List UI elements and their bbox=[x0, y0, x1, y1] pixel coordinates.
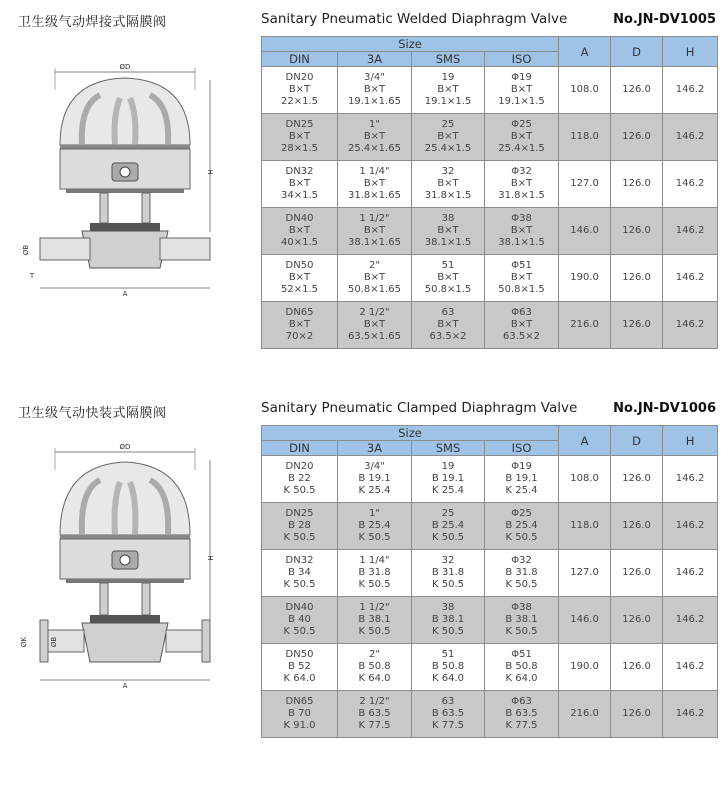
dim-od-label: ØD bbox=[119, 443, 131, 451]
cell-line: B 25.4 bbox=[505, 520, 538, 531]
cell-line: B×T bbox=[437, 178, 459, 189]
cell-line: 1" bbox=[369, 508, 380, 519]
cell-line: DN32 bbox=[285, 166, 314, 177]
dim-ok-label: ØK bbox=[20, 636, 28, 648]
cell-line: DN32 bbox=[285, 555, 314, 566]
cell-a: 108.0 bbox=[559, 67, 611, 114]
cell-line: B 52 bbox=[288, 661, 311, 672]
cell-line: K 50.5 bbox=[358, 626, 391, 637]
cell-line: B×T bbox=[363, 131, 386, 142]
header-a: A bbox=[559, 426, 611, 456]
cell-line: 28×1.5 bbox=[280, 143, 318, 154]
cell-a: 216.0 bbox=[559, 302, 611, 349]
cell-line: B×T bbox=[288, 178, 311, 189]
cell-line: DN20 bbox=[285, 72, 314, 83]
cell-d: 126.0 bbox=[611, 208, 663, 255]
cell-line: B 38.1 bbox=[505, 614, 538, 625]
cell-a3 bbox=[338, 255, 412, 302]
cell-d: 126.0 bbox=[611, 255, 663, 302]
dim-h-label: H bbox=[206, 555, 214, 561]
cell-sms bbox=[412, 302, 485, 349]
cell-line: 2" bbox=[369, 260, 380, 271]
cell-line: K 50.5 bbox=[505, 532, 538, 543]
cell-line: DN50 bbox=[285, 649, 314, 660]
clamped-table-body bbox=[262, 456, 718, 738]
dim-t-label: T bbox=[29, 272, 35, 280]
cell-sms bbox=[412, 550, 485, 597]
table-row bbox=[262, 550, 718, 597]
cell-line: K 77.5 bbox=[358, 720, 391, 731]
cell-a: 108.0 bbox=[559, 456, 611, 503]
section-cn-title: 卫生级气动快装式隔膜阀 bbox=[18, 406, 167, 421]
clamped-valve-section bbox=[0, 390, 728, 807]
cell-line: 52×1.5 bbox=[280, 284, 318, 295]
header-din: DIN bbox=[262, 441, 338, 456]
header-a: A bbox=[559, 37, 611, 67]
cell-din bbox=[262, 456, 338, 503]
cell-line: Φ63 bbox=[511, 307, 532, 318]
cell-a: 190.0 bbox=[559, 255, 611, 302]
cell-line: 63 bbox=[441, 696, 455, 707]
cell-a3 bbox=[338, 597, 412, 644]
table-row bbox=[262, 302, 718, 349]
cell-line: B×T bbox=[363, 178, 386, 189]
cell-line: DN20 bbox=[285, 461, 314, 472]
cell-line: B 28 bbox=[288, 520, 311, 531]
cell-sms bbox=[412, 691, 485, 738]
dim-a-label: A bbox=[122, 290, 128, 298]
cell-line: B×T bbox=[288, 131, 311, 142]
cell-line: DN65 bbox=[285, 696, 314, 707]
cell-h: 146.2 bbox=[663, 644, 718, 691]
header-d: D bbox=[611, 426, 663, 456]
cell-line: B 38.1 bbox=[358, 614, 391, 625]
cell-iso bbox=[485, 597, 559, 644]
cell-sms bbox=[412, 255, 485, 302]
cell-line: 63 bbox=[441, 307, 455, 318]
cell-a: 127.0 bbox=[559, 161, 611, 208]
cell-line: 50.8×1.5 bbox=[498, 284, 545, 295]
cell-line: DN50 bbox=[285, 260, 314, 271]
cell-a3 bbox=[338, 208, 412, 255]
cell-line: 1" bbox=[369, 119, 380, 130]
cell-line: 63.5×1.65 bbox=[348, 331, 401, 342]
cell-sms bbox=[412, 67, 485, 114]
cell-line: 38.1×1.5 bbox=[498, 237, 545, 248]
cell-line: K 50.5 bbox=[431, 626, 464, 637]
cell-line: K 50.5 bbox=[505, 626, 538, 637]
dim-a-label: A bbox=[122, 682, 128, 690]
cell-sms bbox=[412, 644, 485, 691]
cell-din bbox=[262, 161, 338, 208]
cell-line: 2 1/2" bbox=[359, 307, 390, 318]
cell-a3 bbox=[338, 503, 412, 550]
table-row bbox=[262, 691, 718, 738]
cell-line: B 34 bbox=[288, 567, 311, 578]
cell-h: 146.2 bbox=[663, 503, 718, 550]
cell-line: B×T bbox=[510, 84, 533, 95]
dim-h-label: H bbox=[206, 169, 214, 175]
cell-h: 146.2 bbox=[663, 208, 718, 255]
cell-iso bbox=[485, 456, 559, 503]
welded-spec-table bbox=[261, 36, 718, 349]
header-h: H bbox=[663, 37, 718, 67]
cell-din bbox=[262, 691, 338, 738]
section-en-title: Sanitary Pneumatic Welded Diaphragm Valve bbox=[261, 11, 568, 27]
cell-a3 bbox=[338, 550, 412, 597]
cell-line: 1 1/4" bbox=[359, 166, 390, 177]
cell-line: 50.8×1.5 bbox=[424, 284, 472, 295]
cell-line: K 50.5 bbox=[358, 532, 391, 543]
cell-a: 146.0 bbox=[559, 208, 611, 255]
cell-line: 70×2 bbox=[285, 331, 314, 342]
cell-line: 34×1.5 bbox=[280, 190, 318, 201]
cell-h: 146.2 bbox=[663, 67, 718, 114]
header-din: DIN bbox=[262, 52, 338, 67]
cell-sms bbox=[412, 503, 485, 550]
cell-sms bbox=[412, 456, 485, 503]
cell-sms bbox=[412, 208, 485, 255]
cell-line: K 64.0 bbox=[431, 673, 464, 684]
cell-line: K 50.5 bbox=[358, 579, 391, 590]
table-row bbox=[262, 161, 718, 208]
table-row bbox=[262, 114, 718, 161]
cell-line: B×T bbox=[437, 131, 459, 142]
welded-valve-section bbox=[0, 0, 728, 390]
cell-line: 50.8×1.65 bbox=[348, 284, 401, 295]
cell-din bbox=[262, 208, 338, 255]
cell-h: 146.2 bbox=[663, 161, 718, 208]
cell-line: B 31.8 bbox=[358, 567, 391, 578]
cell-line: 25 bbox=[441, 508, 455, 519]
cell-line: Φ38 bbox=[511, 602, 532, 613]
cell-line: B 63.5 bbox=[358, 708, 391, 719]
cell-iso bbox=[485, 691, 559, 738]
cell-line: B×T bbox=[510, 131, 533, 142]
cell-line: B×T bbox=[288, 84, 311, 95]
cell-iso bbox=[485, 503, 559, 550]
header-3a: 3A bbox=[338, 52, 412, 67]
cell-h: 146.2 bbox=[663, 456, 718, 503]
cell-line: B 25.4 bbox=[431, 520, 465, 531]
cell-line: K 64.0 bbox=[358, 673, 391, 684]
cell-line: B×T bbox=[437, 319, 459, 330]
cell-line: 31.8×1.5 bbox=[424, 190, 472, 201]
cell-line: B×T bbox=[363, 84, 386, 95]
cell-line: B 31.8 bbox=[431, 567, 465, 578]
cell-din bbox=[262, 597, 338, 644]
cell-line: 40×1.5 bbox=[280, 237, 318, 248]
cell-line: K 77.5 bbox=[505, 720, 538, 731]
cell-line: DN65 bbox=[285, 307, 314, 318]
table-row bbox=[262, 255, 718, 302]
cell-line: 25.4×1.5 bbox=[498, 143, 545, 154]
cell-line: Φ38 bbox=[511, 213, 532, 224]
cell-line: B×T bbox=[288, 272, 311, 283]
cell-line: B 19.1 bbox=[431, 473, 465, 484]
cell-line: 19 bbox=[441, 461, 455, 472]
cell-din bbox=[262, 255, 338, 302]
cell-line: B×T bbox=[437, 84, 459, 95]
cell-line: K 50.5 bbox=[283, 485, 316, 496]
dim-ob-label: ØB bbox=[22, 244, 30, 256]
table-row bbox=[262, 644, 718, 691]
cell-line: K 64.0 bbox=[505, 673, 538, 684]
cell-line: Φ25 bbox=[511, 508, 532, 519]
cell-line: B 70 bbox=[288, 708, 311, 719]
cell-iso bbox=[485, 161, 559, 208]
cell-line: K 64.0 bbox=[283, 673, 316, 684]
cell-line: B×T bbox=[288, 225, 311, 236]
cell-line: B 19.1 bbox=[505, 473, 538, 484]
cell-line: B 50.8 bbox=[431, 661, 465, 672]
cell-iso bbox=[485, 550, 559, 597]
cell-line: 22×1.5 bbox=[280, 96, 318, 107]
cell-line: K 50.5 bbox=[431, 532, 464, 543]
section-cn-title: 卫生级气动焊接式隔膜阀 bbox=[18, 15, 167, 30]
cell-line: B 63.5 bbox=[431, 708, 465, 719]
cell-a3 bbox=[338, 691, 412, 738]
header-d: D bbox=[611, 37, 663, 67]
cell-line: B×T bbox=[437, 225, 459, 236]
cell-h: 146.2 bbox=[663, 114, 718, 161]
cell-a: 146.0 bbox=[559, 597, 611, 644]
cell-line: K 50.5 bbox=[505, 579, 538, 590]
cell-d: 126.0 bbox=[611, 114, 663, 161]
cell-h: 146.2 bbox=[663, 302, 718, 349]
cell-line: 3/4" bbox=[364, 461, 385, 472]
cell-iso bbox=[485, 644, 559, 691]
cell-line: DN40 bbox=[285, 602, 314, 613]
table-row bbox=[262, 67, 718, 114]
cell-line: B×T bbox=[437, 272, 459, 283]
cell-line: B 50.8 bbox=[505, 661, 538, 672]
table-row bbox=[262, 503, 718, 550]
cell-line: B×T bbox=[363, 272, 386, 283]
cell-line: B×T bbox=[510, 225, 533, 236]
cell-line: DN25 bbox=[285, 119, 314, 130]
table-row bbox=[262, 456, 718, 503]
cell-d: 126.0 bbox=[611, 550, 663, 597]
cell-h: 146.2 bbox=[663, 255, 718, 302]
cell-line: B×T bbox=[510, 178, 533, 189]
cell-line: 1 1/2" bbox=[359, 213, 390, 224]
cell-line: K 25.4 bbox=[431, 485, 464, 496]
header-iso: ISO bbox=[485, 52, 559, 67]
cell-din bbox=[262, 644, 338, 691]
cell-line: 3/4" bbox=[364, 72, 385, 83]
welded-valve-drawing bbox=[20, 60, 240, 300]
cell-din bbox=[262, 114, 338, 161]
cell-iso bbox=[485, 255, 559, 302]
clamped-spec-table bbox=[261, 425, 718, 738]
cell-din bbox=[262, 67, 338, 114]
cell-a3 bbox=[338, 114, 412, 161]
cell-d: 126.0 bbox=[611, 597, 663, 644]
header-sms: SMS bbox=[412, 52, 485, 67]
dim-od-label: ØD bbox=[119, 63, 131, 71]
cell-iso bbox=[485, 67, 559, 114]
cell-a: 127.0 bbox=[559, 550, 611, 597]
model-number: No.JN-DV1006 bbox=[613, 401, 716, 416]
cell-line: B 50.8 bbox=[358, 661, 391, 672]
cell-line: 25.4×1.5 bbox=[424, 143, 472, 154]
header-3a: 3A bbox=[338, 441, 412, 456]
header-size: Size bbox=[262, 37, 559, 52]
cell-line: 31.8×1.65 bbox=[348, 190, 401, 201]
cell-din bbox=[262, 503, 338, 550]
cell-line: 51 bbox=[441, 260, 455, 271]
cell-line: B×T bbox=[510, 272, 533, 283]
cell-line: 1 1/4" bbox=[359, 555, 390, 566]
cell-line: 19.1×1.5 bbox=[424, 96, 472, 107]
cell-h: 146.2 bbox=[663, 550, 718, 597]
cell-line: B 40 bbox=[288, 614, 311, 625]
cell-sms bbox=[412, 597, 485, 644]
cell-a3 bbox=[338, 67, 412, 114]
cell-line: K 50.5 bbox=[283, 532, 316, 543]
cell-line: DN25 bbox=[285, 508, 314, 519]
cell-a: 118.0 bbox=[559, 503, 611, 550]
header-sms: SMS bbox=[412, 441, 485, 456]
cell-a3 bbox=[338, 302, 412, 349]
header-h: H bbox=[663, 426, 718, 456]
cell-d: 126.0 bbox=[611, 691, 663, 738]
cell-a: 118.0 bbox=[559, 114, 611, 161]
table-row bbox=[262, 597, 718, 644]
cell-line: B×T bbox=[288, 319, 311, 330]
cell-d: 126.0 bbox=[611, 456, 663, 503]
cell-line: Φ51 bbox=[511, 260, 532, 271]
cell-line: B×T bbox=[510, 319, 533, 330]
cell-line: 19.1×1.65 bbox=[348, 96, 401, 107]
cell-sms bbox=[412, 161, 485, 208]
cell-line: Φ19 bbox=[511, 461, 532, 472]
cell-line: Φ32 bbox=[511, 166, 532, 177]
cell-line: 31.8×1.5 bbox=[498, 190, 545, 201]
cell-iso bbox=[485, 114, 559, 161]
clamped-valve-drawing bbox=[20, 440, 240, 700]
cell-line: B 31.8 bbox=[505, 567, 538, 578]
cell-line: K 77.5 bbox=[431, 720, 464, 731]
cell-line: B 19.1 bbox=[358, 473, 391, 484]
cell-d: 126.0 bbox=[611, 503, 663, 550]
table-row bbox=[262, 208, 718, 255]
cell-din bbox=[262, 550, 338, 597]
cell-line: 38.1×1.5 bbox=[424, 237, 472, 248]
cell-din bbox=[262, 302, 338, 349]
cell-line: 2 1/2" bbox=[359, 696, 390, 707]
model-number: No.JN-DV1005 bbox=[613, 12, 716, 27]
cell-line: K 50.5 bbox=[283, 579, 316, 590]
cell-a: 216.0 bbox=[559, 691, 611, 738]
cell-line: 1 1/2" bbox=[359, 602, 390, 613]
cell-line: 25 bbox=[441, 119, 455, 130]
header-size: Size bbox=[262, 426, 559, 441]
cell-h: 146.2 bbox=[663, 597, 718, 644]
welded-table-body bbox=[262, 67, 718, 349]
cell-line: 38 bbox=[441, 602, 455, 613]
cell-d: 126.0 bbox=[611, 644, 663, 691]
cell-d: 126.0 bbox=[611, 161, 663, 208]
cell-line: Φ32 bbox=[511, 555, 532, 566]
cell-d: 126.0 bbox=[611, 67, 663, 114]
cell-h: 146.2 bbox=[663, 691, 718, 738]
cell-line: Φ25 bbox=[511, 119, 532, 130]
cell-line: Φ63 bbox=[511, 696, 532, 707]
cell-line: 2" bbox=[369, 649, 380, 660]
cell-a3 bbox=[338, 644, 412, 691]
cell-sms bbox=[412, 114, 485, 161]
cell-line: B 63.5 bbox=[505, 708, 538, 719]
cell-line: 32 bbox=[441, 555, 455, 566]
cell-line: 38 bbox=[441, 213, 455, 224]
cell-line: 19.1×1.5 bbox=[498, 96, 545, 107]
cell-a3 bbox=[338, 456, 412, 503]
cell-line: 25.4×1.65 bbox=[348, 143, 401, 154]
cell-line: 63.5×2 bbox=[503, 331, 541, 342]
header-iso: ISO bbox=[485, 441, 559, 456]
cell-line: Φ51 bbox=[511, 649, 532, 660]
cell-iso bbox=[485, 302, 559, 349]
cell-line: 51 bbox=[441, 649, 455, 660]
cell-line: B×T bbox=[363, 225, 386, 236]
dim-ob-label: ØB bbox=[50, 636, 58, 648]
cell-iso bbox=[485, 208, 559, 255]
cell-line: Φ19 bbox=[511, 72, 532, 83]
cell-line: B 38.1 bbox=[431, 614, 465, 625]
cell-line: K 91.0 bbox=[283, 720, 316, 731]
cell-a3 bbox=[338, 161, 412, 208]
cell-line: 63.5×2 bbox=[429, 331, 467, 342]
cell-line: K 25.4 bbox=[358, 485, 391, 496]
cell-line: 38.1×1.65 bbox=[348, 237, 401, 248]
section-en-title: Sanitary Pneumatic Clamped Diaphragm Valve bbox=[261, 400, 578, 416]
cell-line: DN40 bbox=[285, 213, 314, 224]
cell-line: 32 bbox=[441, 166, 455, 177]
cell-line: K 25.4 bbox=[505, 485, 538, 496]
cell-a: 190.0 bbox=[559, 644, 611, 691]
cell-line: B 25.4 bbox=[358, 520, 391, 531]
cell-line: B 22 bbox=[288, 473, 311, 484]
cell-line: 19 bbox=[441, 72, 455, 83]
cell-line: K 50.5 bbox=[431, 579, 464, 590]
cell-line: K 50.5 bbox=[283, 626, 316, 637]
cell-d: 126.0 bbox=[611, 302, 663, 349]
cell-line: B×T bbox=[363, 319, 386, 330]
